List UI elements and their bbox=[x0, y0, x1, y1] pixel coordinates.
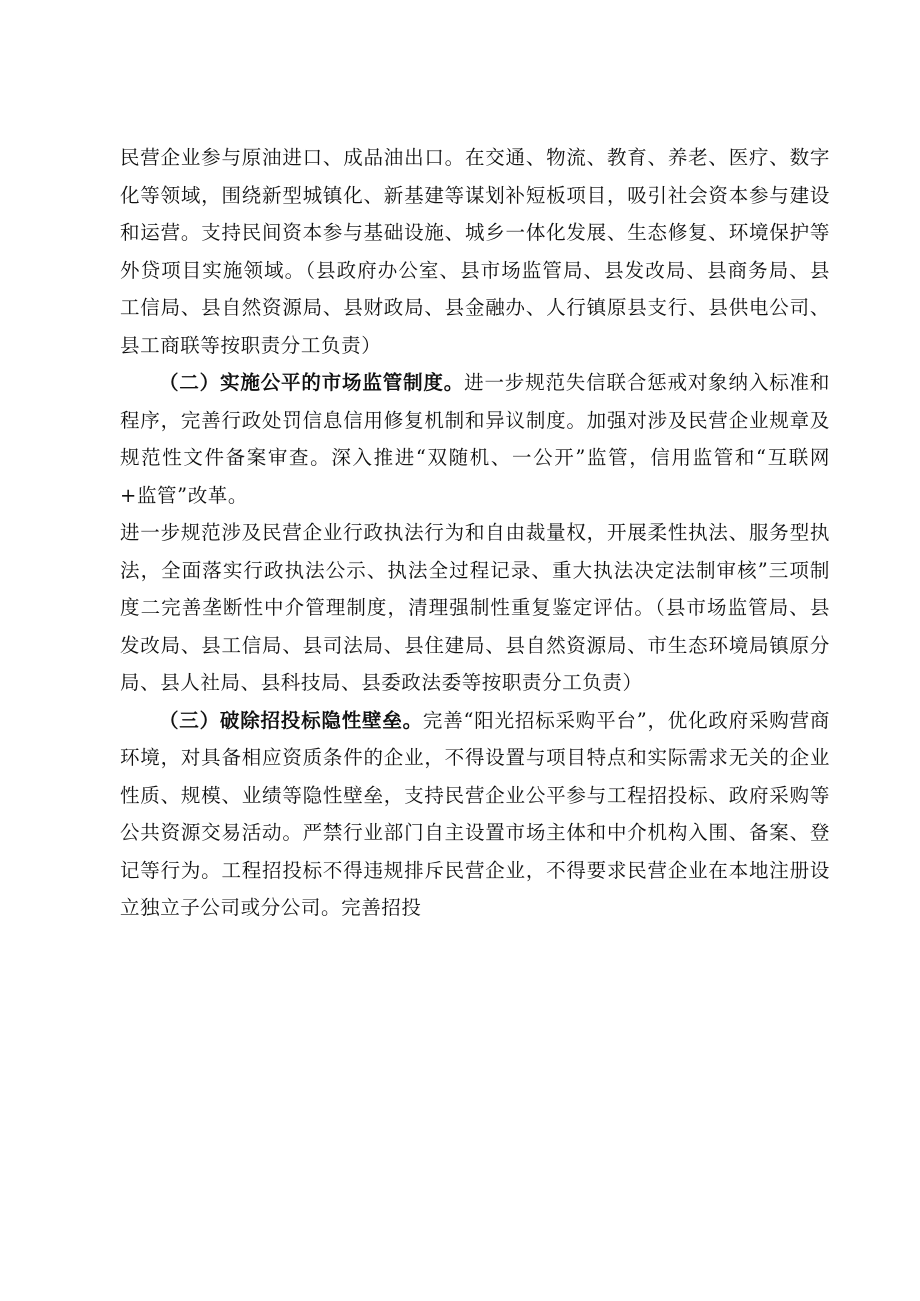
section-heading: （三）破除招投标隐性壁垒。 bbox=[159, 708, 423, 732]
paragraph-text: 进一步规范涉及民营企业行政执法行为和自由裁量权，开展柔性执法、服务型执法，全面落实行政执法公示、执法全过程记录、重大执法决定法制审核”三项制度二完善垄断性中介管理制度，清理强制性重复鉴定评估。（县市场监管局、县发改局、县工信局、县司法局、县住建局、县自然资源局、市生态环境局镇原分局、县人社局、县科技局、县委政法委等按职责分工负责） bbox=[120, 521, 830, 694]
paragraph-continuation bbox=[120, 139, 830, 364]
paragraph-bidding-barriers bbox=[120, 702, 830, 927]
paragraph-law-enforcement bbox=[120, 514, 830, 702]
paragraph-text: 民营企业参与原油进口、成品油出口。在交通、物流、教育、养老、医疗、数字化等领域，围绕新型城镇化、新基建等谋划补短板项目，吸引社会资本参与建设和运营。支持民间资本参与基础设施、城乡一体化发展、生态修复、环境保护等外贷项目实施领域。（县政府办公室、县市场监管局、县发改局、县商务局、县工信局、县自然资源局、县财政局、县金融办、人行镇原县支行、县供电公司、县工商联等按职责分工负责） bbox=[120, 146, 830, 357]
paragraph-text: 进一步规范失信联合惩戒对象纳入标准和程序，完善行政处罚信息信用修复机制和异议制度。加强对涉及民营企业规章及规范性文件备案审查。深入推进“双随机、一公开”监管，信用监管和“互联网+监管”改革。 bbox=[120, 371, 830, 507]
paragraph-text: 完善“阳光招标采购平台”，优化政府采购营商环境，对具备相应资质条件的企业，不得设置与项目特点和实际需求无关的企业性质、规模、业绩等隐性壁垒，支持民营企业公平参与工程招投标、政府采购等公共资源交易活动。严禁行业部门自主设置市场主体和中介机构入围、备案、登记等行为。工程招投标不得违规排斥民营企业，不得要求民营企业在本地注册设立独立子公司或分公司。完善招投 bbox=[120, 708, 830, 919]
paragraph-market-supervision bbox=[120, 364, 830, 514]
document-body bbox=[120, 139, 830, 927]
section-heading: （二）实施公平的市场监管制度。 bbox=[159, 371, 465, 394]
